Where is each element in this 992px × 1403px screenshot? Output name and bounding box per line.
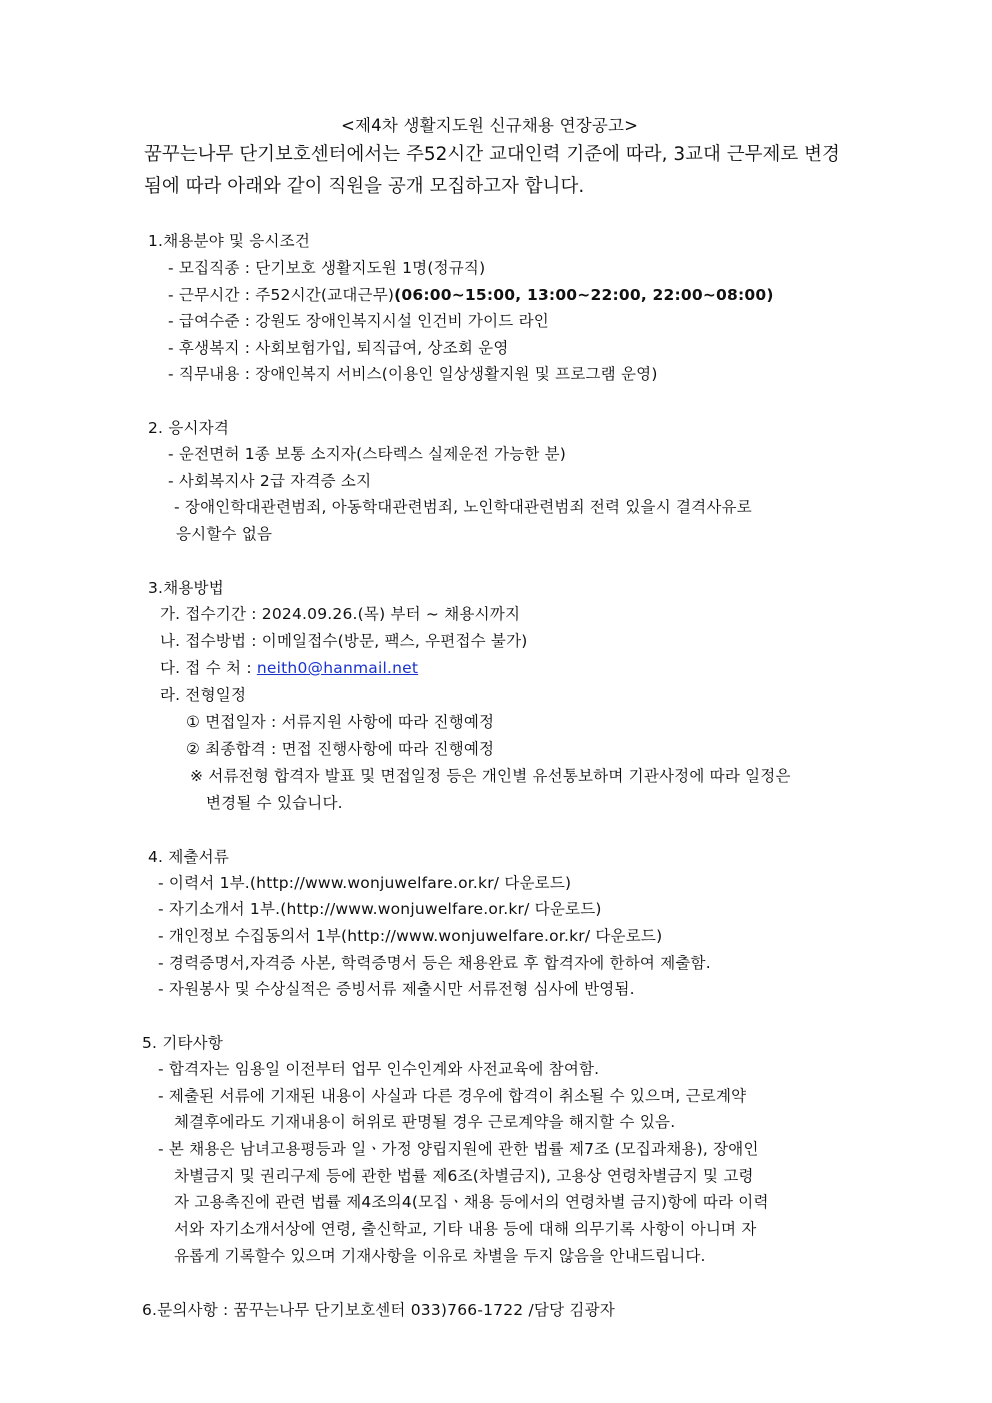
sec5-line: 차별금지 및 권리구제 등에 관한 법률 제6조(차별금지), 고용상 연령차별금지 및 고령 (174, 1167, 754, 1185)
sec1-item: - 모집직종 : 단기보호 생활지도원 1명(정규직) (168, 259, 486, 277)
sec5-line: - 합격자는 임용일 이전부터 업무 인수인계와 사전교육에 참여함. (158, 1060, 600, 1078)
sec5-line: 서와 자기소개서상에 연령, 출신학교, 기타 내용 등에 대해 의무기록 사항이 아니며 자 (174, 1220, 757, 1238)
sec3-contact (160, 658, 418, 678)
sec1-item: - 급여수준 : 강원도 장애인복지시설 인건비 가이드 라인 (168, 312, 549, 330)
sec5-line: 체결후에라도 기재내용이 허위로 판명될 경우 근로계약을 해지할 수 있음. (174, 1113, 676, 1131)
sec3-step: ① 면접일자 : 서류지원 사항에 따라 진행예정 (186, 713, 495, 731)
sec1-item-hours (168, 285, 774, 305)
sec5-line: 유롭게 기록할수 있으며 기재사항을 이유로 차별을 두지 않음을 안내드립니다. (174, 1247, 706, 1265)
sec4-item: - 이력서 1부.(http://www.wonjuwelfare.or.kr/ 다운로드) (158, 874, 572, 892)
sec4-item: - 경력증명서,자격증 사본, 학력증명서 등은 채용완료 후 합격자에 한하여 제출함. (158, 954, 711, 972)
sec3-contact-label: 다. 접 수 처 : (160, 659, 257, 677)
intro-line-2: 됨에 따라 아래와 같이 직원을 공개 모집하고자 합니다. (144, 176, 585, 197)
section-5-heading: 5. 기타사항 (142, 1034, 224, 1052)
sec3-method: 나. 접수방법 : 이메일접수(방문, 팩스, 우편접수 불가) (160, 632, 528, 650)
sec1-hours-label: - 근무시간 : 주52시간(교대근무) (168, 286, 395, 304)
sec4-item: - 자기소개서 1부.(http://www.wonjuwelfare.or.kr/ 다운로드) (158, 900, 602, 918)
sec2-item: - 장애인학대관련범죄, 아동학대관련범죄, 노인학대관련범죄 전력 있을시 결격사유로 (174, 498, 752, 516)
section-6-contact: 6.문의사항 : 꿈꾸는나무 단기보호센터 033)766-1722 /담당 김광자 (142, 1301, 615, 1319)
sec5-line: - 제출된 서류에 기재된 내용이 사실과 다른 경우에 합격이 취소될 수 있으며, 근로계약 (158, 1087, 747, 1105)
sec3-note: ※ 서류전형 합격자 발표 및 면접일정 등은 개인별 유선통보하며 기관사정에 따라 일정은 (190, 767, 791, 785)
section-4-heading: 4. 제출서류 (148, 848, 230, 866)
sec1-item: - 직무내용 : 장애인복지 서비스(이용인 일상생활지원 및 프로그램 운영) (168, 365, 658, 383)
sec2-item: - 운전면허 1종 보통 소지자(스타렉스 실제운전 가능한 분) (168, 445, 567, 463)
sec4-item: - 자원봉사 및 수상실적은 증빙서류 제출시만 서류전형 심사에 반영됨. (158, 980, 635, 998)
sec1-item: - 후생복지 : 사회보험가입, 퇴직급여, 상조회 운영 (168, 339, 509, 357)
sec2-item-cont: 응시할수 없음 (176, 525, 273, 543)
sec3-schedule: 라. 전형일정 (160, 686, 247, 704)
sec3-note-cont: 변경될 수 있습니다. (206, 794, 343, 812)
intro-line-1: 꿈꾸는나무 단기보호센터에서는 주52시간 교대인력 기준에 따라, 3교대 근무제로 변경 (144, 144, 840, 165)
email-link[interactable]: neith0@hanmail.net (256, 659, 419, 677)
sec4-item: - 개인정보 수집동의서 1부(http://www.wonjuwelfare.or.kr/ 다운로드) (158, 927, 663, 945)
page-title: <제4차 생활지도원 신규채용 연장공고> (341, 116, 639, 135)
sec5-line: - 본 채용은 남녀고용평등과 일ㆍ가정 양립지원에 관한 법률 제7조 (모집과채용), 장애인 (158, 1140, 759, 1158)
sec3-period: 가. 접수기간 : 2024.09.26.(목) 부터 ~ 채용시까지 (160, 605, 521, 623)
sec3-step: ② 최종합격 : 면접 진행사항에 따라 진행예정 (186, 740, 495, 758)
sec1-hours-shifts: (06:00~15:00, 13:00~22:00, 22:00~08:00) (394, 286, 774, 304)
sec2-item: - 사회복지사 2급 자격증 소지 (168, 472, 372, 490)
section-1-heading: 1.채용분야 및 응시조건 (148, 232, 311, 250)
section-2-heading: 2. 응시자격 (148, 419, 230, 437)
sec5-line: 자 고용촉진에 관련 법률 제4조의4(모집ㆍ채용 등에서의 연령차별 금지)항에 따라 이력 (174, 1193, 769, 1211)
section-3-heading: 3.채용방법 (148, 579, 224, 597)
